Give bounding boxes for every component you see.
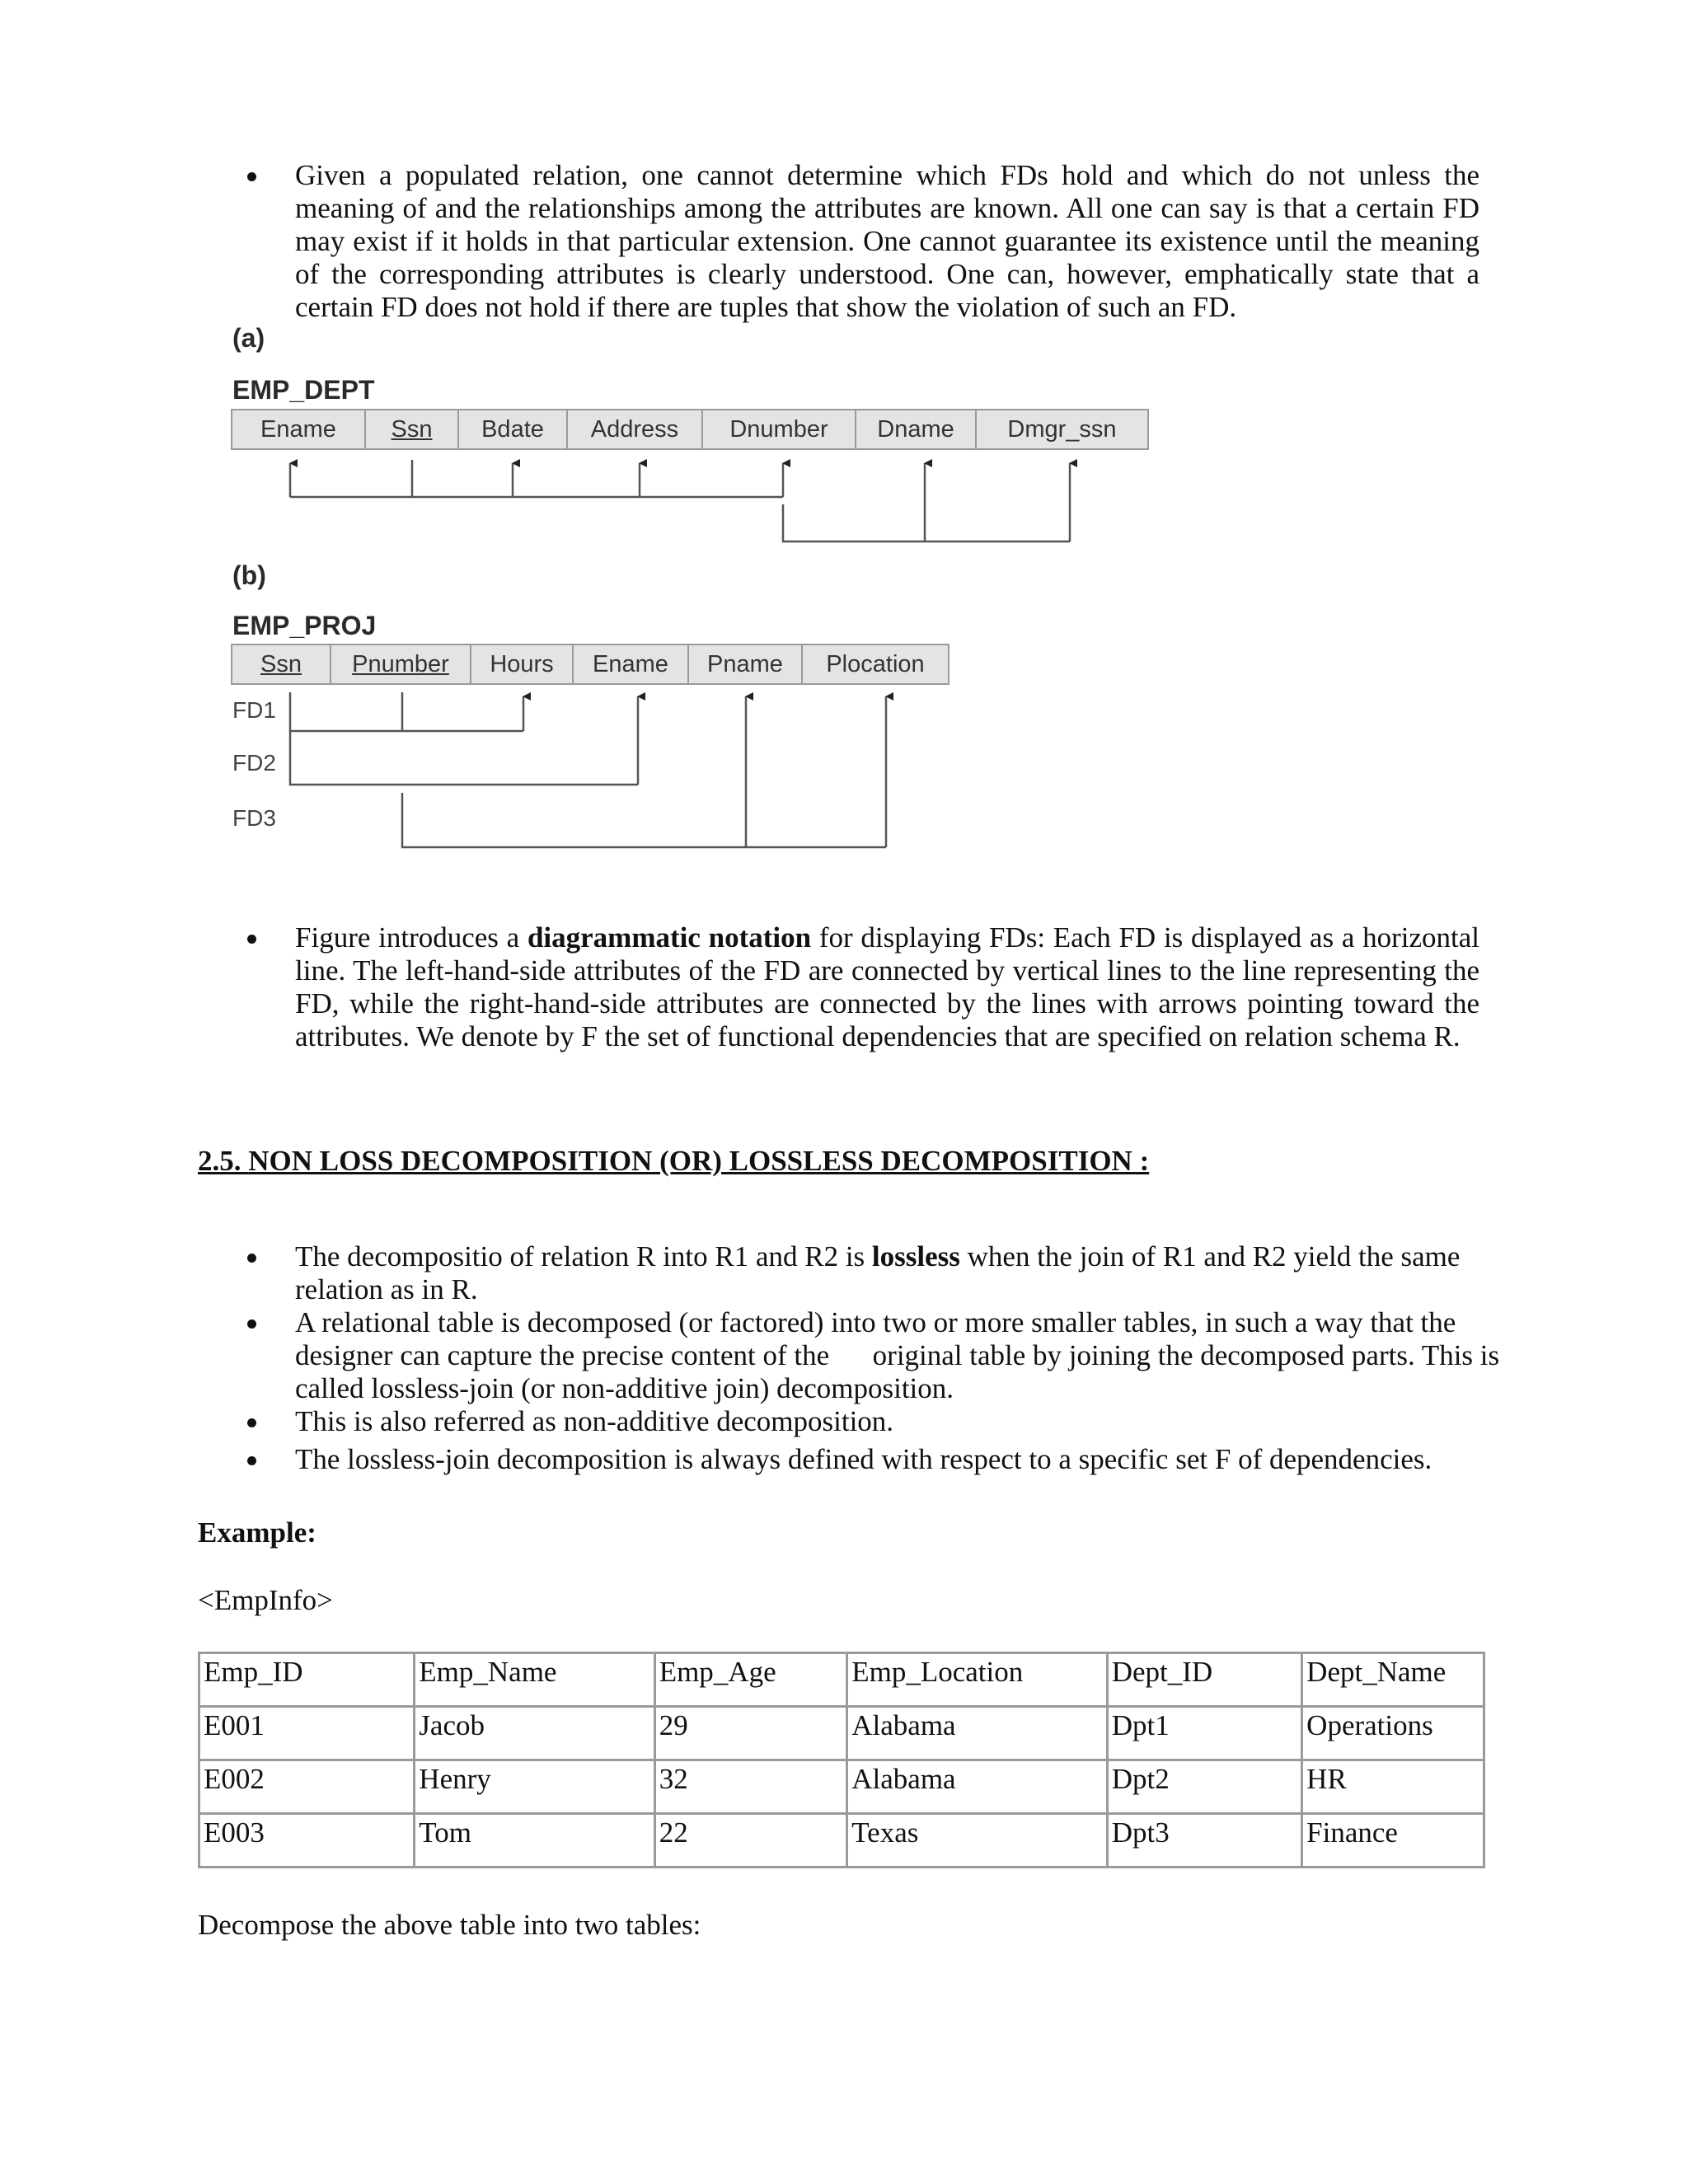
table-cell: Texas (847, 1814, 1107, 1868)
fd3-label: FD3 (232, 805, 276, 831)
fd1-line (290, 692, 523, 731)
table-cell: Dpt3 (1107, 1814, 1301, 1868)
table-header-cell: Emp_ID (199, 1653, 415, 1707)
table-cell: 29 (654, 1707, 847, 1760)
attr-dmgr-ssn: Dmgr_ssn (1007, 415, 1117, 443)
attr-dname: Dname (856, 410, 977, 448)
section-title: NON LOSS DECOMPOSITION (OR) LOSSLESS DECOMPOSITION : (248, 1145, 1150, 1177)
notation-bullet (0, 921, 1479, 1053)
attr-address: Address (568, 410, 703, 448)
table-cell: Operations (1302, 1707, 1484, 1760)
intro-bullet-text: Given a populated relation, one cannot determine which FDs hold and which do not unless the meaning of and the relationships among the attributes are known. All one can say is that a certain FD may exist if it holds in that particular extension. One cannot guarantee its existence until the meaning of the corresponding attributes is clearly understood. One can, however, emphatically state that a certain FD does not hold if there are tuples that show the violation of such an FD. (295, 159, 1479, 323)
example-label: Example: (198, 1516, 316, 1549)
lossless-bullet-4-text: The lossless-join decomposition is always defined with respect to a specific set F of dependencies. (295, 1443, 1432, 1475)
emp-proj-schema (231, 644, 950, 685)
attr-ssn-b-text: Ssn (260, 650, 302, 677)
section-heading (198, 1145, 1149, 1178)
bullet-dot (247, 1319, 256, 1329)
lossless-bullet-4 (0, 1443, 1540, 1476)
table-row (199, 1760, 1484, 1814)
attr-pnumber (331, 645, 471, 683)
notation-text-after: for displaying FDs: Each FD is displayed as a horizontal line. The left-hand-side attributes of the FD are connected by vertical lines to the line representing the FD, while the right-hand-side attributes are connected by the lines with arrows pointing toward the attributes. We denote by F the set of functional dependencies that are specified on relation schema R. (295, 921, 1479, 1052)
table-cell: E002 (199, 1760, 415, 1814)
table-cell: Jacob (415, 1707, 654, 1760)
table-cell: Alabama (847, 1707, 1107, 1760)
table-cell: E001 (199, 1707, 415, 1760)
table-cell: Dpt1 (1107, 1707, 1301, 1760)
table-header-cell: Emp_Name (415, 1653, 654, 1707)
example-footer: Decompose the above table into two tables: (198, 1909, 701, 1941)
empinfo-table (198, 1652, 1485, 1868)
attr-dnumber: Dnumber (703, 410, 856, 448)
table-cell: E003 (199, 1814, 415, 1868)
emp-dept-relation-name: EMP_DEPT (232, 375, 375, 405)
attr-pname: Pname (689, 645, 803, 683)
table-header-cell: Emp_Age (654, 1653, 847, 1707)
table-cell: 22 (654, 1814, 847, 1868)
lossless-bullet-2-text: A relational table is decomposed (or factored) into two or more smaller tables, in such a way that the designer can capture the precise content of the original table by joining the decomposed parts. This is called lossless-join (or non-additive join) decomposition. (295, 1306, 1507, 1404)
lossless-bullet-3 (0, 1405, 1540, 1438)
figure-b-label: (b) (232, 560, 266, 590)
lossless-bullet-3-text: This is also referred as non-additive decomposition. (295, 1405, 894, 1437)
notation-bullet-list (0, 921, 1479, 1053)
fd3-line (402, 793, 886, 847)
lossless-bullet-list (0, 1240, 1540, 1476)
bullet-dot (247, 1254, 256, 1263)
table-cell: HR (1302, 1760, 1484, 1814)
emp-proj-relation-name: EMP_PROJ (232, 611, 377, 640)
attr-bdate: Bdate (459, 410, 568, 448)
table-row (199, 1707, 1484, 1760)
b1-bold: lossless (871, 1240, 960, 1272)
attr-ssn-text: Ssn (391, 415, 433, 443)
b1-after: when the join of R1 and R2 yield the same relation as in R. (295, 1240, 1461, 1305)
b1-before: The decompositio of relation R into R1 and R2 is (295, 1240, 872, 1272)
lossless-bullet-1 (0, 1240, 1540, 1306)
attr-ename-b: Ename (574, 645, 689, 683)
fd2-label: FD2 (232, 750, 276, 776)
table-cell: Dpt2 (1107, 1760, 1301, 1814)
table-header-cell: Dept_ID (1107, 1653, 1301, 1707)
fd1-label: FD1 (232, 697, 276, 723)
fd-a-dnumber-line (783, 504, 1070, 541)
table-cell: Henry (415, 1760, 654, 1814)
table-header-row (199, 1653, 1484, 1707)
figure-a-label: (a) (232, 323, 265, 353)
notation-bullet-text (295, 921, 1479, 1053)
fd2-line (290, 731, 638, 785)
attr-hours: Hours (471, 645, 574, 683)
table-cell: Tom (415, 1814, 654, 1868)
bullet-dot (247, 1456, 256, 1465)
notation-text-before: Figure introduces a (295, 921, 528, 954)
bullet-dot (247, 1418, 256, 1427)
section-number: 2.5. (198, 1145, 241, 1177)
lossless-bullet-2 (0, 1306, 1540, 1405)
bullet-dot (247, 935, 256, 944)
lossless-bullet-1-text (295, 1240, 1540, 1306)
notation-text-bold: diagrammatic notation (527, 921, 812, 954)
table-cell: 32 (654, 1760, 847, 1814)
attr-pnumber-text: Pnumber (352, 650, 449, 677)
table-header-cell: Emp_Location (847, 1653, 1107, 1707)
attr-ssn-b (232, 645, 331, 683)
table-row (199, 1814, 1484, 1868)
example-table-name: <EmpInfo> (198, 1584, 333, 1616)
attr-plocation: Plocation (826, 650, 925, 677)
table-cell: Alabama (847, 1760, 1107, 1814)
attr-ename: Ename (232, 410, 366, 448)
table-header-cell: Dept_Name (1302, 1653, 1484, 1707)
table-cell: Finance (1302, 1814, 1484, 1868)
